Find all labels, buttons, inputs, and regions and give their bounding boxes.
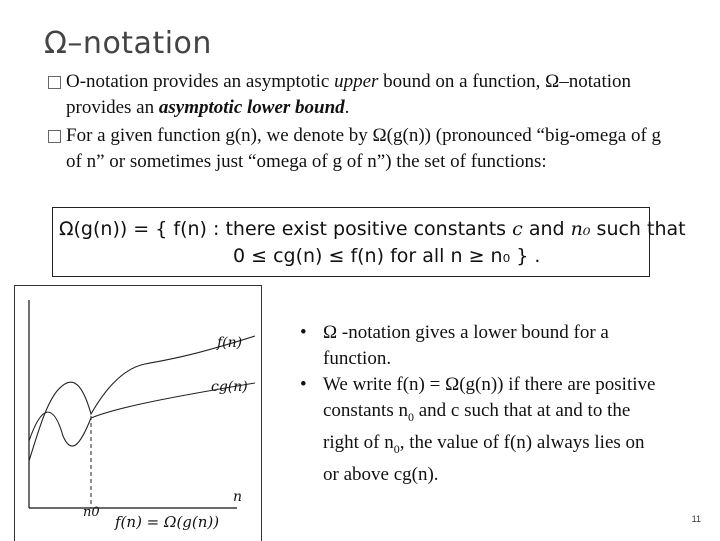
n-label: n: [233, 489, 243, 505]
page-number: 11: [691, 514, 701, 524]
emphasis-lower-bound: asymptotic lower bound: [158, 97, 345, 118]
cg-label: cg(n): [211, 379, 248, 395]
graph-svg: [15, 286, 261, 541]
n0-label: n0: [83, 505, 100, 520]
emphasis-upper: upper: [334, 71, 379, 92]
note-item: • Ω -notation gives a lower bound for a function.: [300, 322, 609, 369]
notes-list: [300, 320, 660, 488]
definition-line-1: Ω(g(n)) = { f(n) : there exist positive constants c and n₀ such that: [59, 218, 686, 240]
bullet-dot-icon: •: [300, 374, 307, 395]
bullet-item: O-notation provides an asymptotic upper bound on a function, Ω–notation provides an asymptotic lower bound.: [48, 69, 678, 121]
definition-box: [52, 207, 686, 277]
graph-caption: f(n) = Ω(g(n)): [115, 513, 220, 531]
bullet-item: For a given function g(n), we denote by Ω(g(n)) (pronounced “big-omega of g of n” or sometimes just “omega of g of n”) the set of functions:: [48, 123, 678, 175]
definition-line-2: 0 ≤ cg(n) ≤ f(n) for all n ≥ n₀ } .: [233, 245, 541, 267]
slide-title: Ω–notation: [44, 26, 212, 61]
f-curve: [29, 336, 255, 461]
bullet-dot-icon: •: [300, 322, 307, 343]
checkbox-bullet-icon: [48, 76, 61, 89]
omega-graph: [14, 285, 262, 541]
checkbox-bullet-icon: [48, 130, 61, 143]
note-item: • We write f(n) = Ω(g(n)) if there are positive constants $n_0$ and c such that at and to the right of $n_0$, the value of f(n) always lies on or above cg(n).: [300, 374, 656, 485]
bullet-list: [48, 69, 678, 175]
f-label: f(n): [217, 335, 243, 351]
